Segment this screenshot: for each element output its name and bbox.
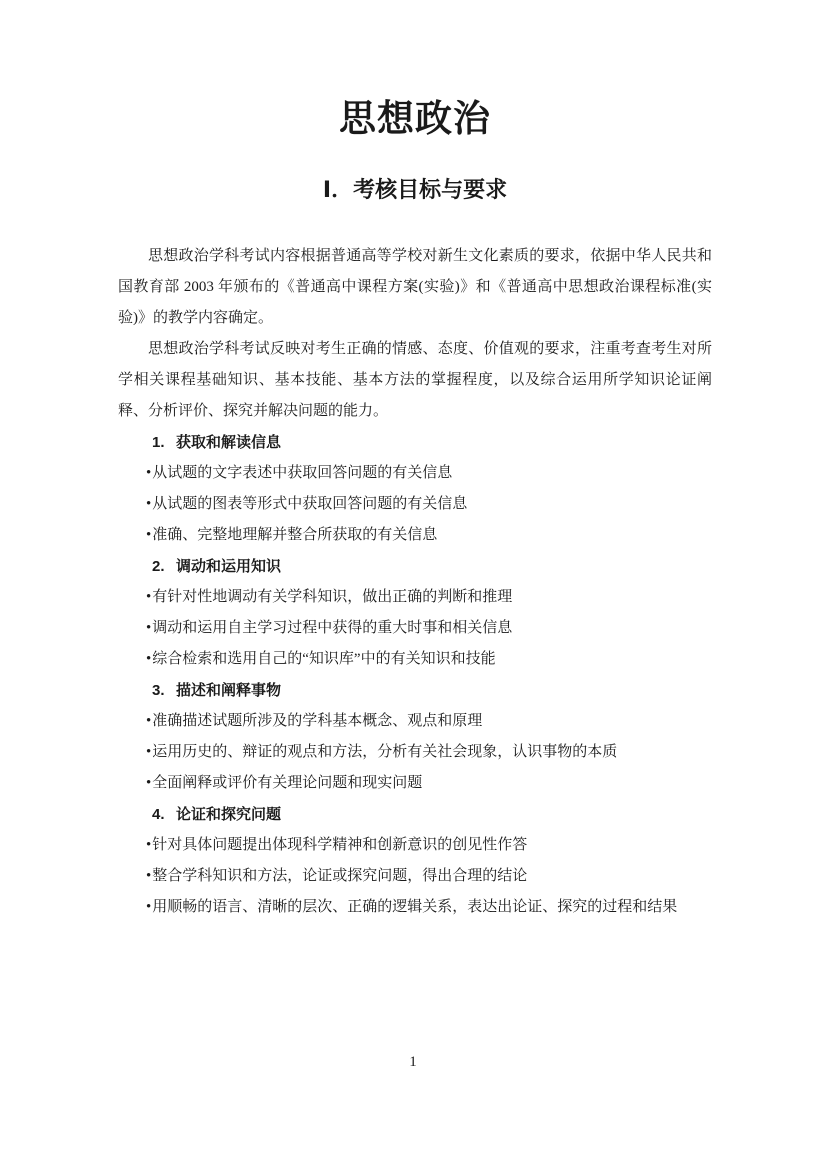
bullet-item [118,737,712,768]
bullet-item [118,892,712,923]
objective-section-3 [118,675,712,799]
page-footer [0,1051,826,1073]
objective-title: 调动和运用知识 [176,558,282,575]
objective-section-4 [118,799,712,923]
bullet-text: 从试题的文字表述中获取回答问题的有关信息 [152,465,453,481]
bullet-icon: • [146,868,152,884]
bullet-text: 全面阐释或评价有关理论问题和现实问题 [152,775,423,791]
body-text [118,241,712,923]
bullet-text: 整合学科知识和方法，论证或探究问题，得出合理的结论 [152,868,528,884]
objective-title: 描述和阐释事物 [176,682,282,699]
bullet-item [118,613,712,644]
objective-number: 3. [152,682,165,699]
bullet-text: 综合检索和选用自己的“知识库”中的有关知识和技能 [152,651,496,667]
bullet-text: 准确、完整地理解并整合所获取的有关信息 [152,527,438,543]
objective-section-2 [118,551,712,675]
objective-title: 获取和解读信息 [176,434,282,451]
bullet-icon: • [146,775,152,791]
bullet-text: 准确描述试题所涉及的学科基本概念、观点和原理 [152,713,483,729]
objective-number: 4. [152,806,165,823]
objective-number: 2. [152,558,165,575]
bullet-icon: • [146,496,152,512]
bullet-icon: • [146,465,152,481]
bullet-text: 用顺畅的语言、清晰的层次、正确的逻辑关系，表达出论证、探究的过程和结果 [152,899,678,915]
bullet-icon: • [146,837,152,853]
bullet-text: 从试题的图表等形式中获取回答问题的有关信息 [152,496,468,512]
bullet-item [118,489,712,520]
bullet-item [118,706,712,737]
bullet-icon: • [146,899,152,915]
bullet-icon: • [146,589,152,605]
objective-number: 1. [152,434,165,451]
bullet-item [118,644,712,675]
bullet-text: 运用历史的、辩证的观点和方法，分析有关社会现象，认识事物的本质 [152,744,618,760]
bullet-icon: • [146,527,152,543]
bullet-item [118,830,712,861]
page-number: 1 [409,1054,417,1070]
objective-heading [118,799,712,830]
bullet-item [118,458,712,489]
bullet-item [118,768,712,799]
bullet-icon: • [146,620,152,636]
objective-title: 论证和探究问题 [176,806,282,823]
intro-paragraph-2: 思想政治学科考试反映对考生正确的情感、态度、价值观的要求，注重考查考生对所学相关课程基础知识、基本技能、基本方法的掌握程度，以及综合运用所学知识论证阐释、分析评价、探究并解决问题的能力。 [118,341,712,419]
bullet-icon: • [146,651,152,667]
bullet-text: 有针对性地调动有关学科知识，做出正确的判断和推理 [152,589,513,605]
bullet-item [118,861,712,892]
objective-heading [118,427,712,458]
bullet-item [118,582,712,613]
intro-paragraph-1: 思想政治学科考试内容根据普通高等学校对新生文化素质的要求，依据中华人民共和国教育部 2003 年颁布的《普通高中课程方案(实验)》和《普通高中思想政治课程标准(实验)》的教学内容确定。 [118,248,712,326]
bullet-text: 调动和运用自主学习过程中获得的重大时事和相关信息 [152,620,513,636]
page-title: 思想政治 [339,99,491,140]
bullet-text: 针对具体问题提出体现科学精神和创新意识的创见性作答 [152,837,528,853]
bullet-icon: • [146,713,152,729]
objective-heading [118,675,712,706]
section-heading: Ⅰ．考核目标与要求 [322,177,508,202]
objective-heading [118,551,712,582]
objective-section-1 [118,427,712,551]
bullet-item [118,520,712,551]
bullet-icon: • [146,744,152,760]
